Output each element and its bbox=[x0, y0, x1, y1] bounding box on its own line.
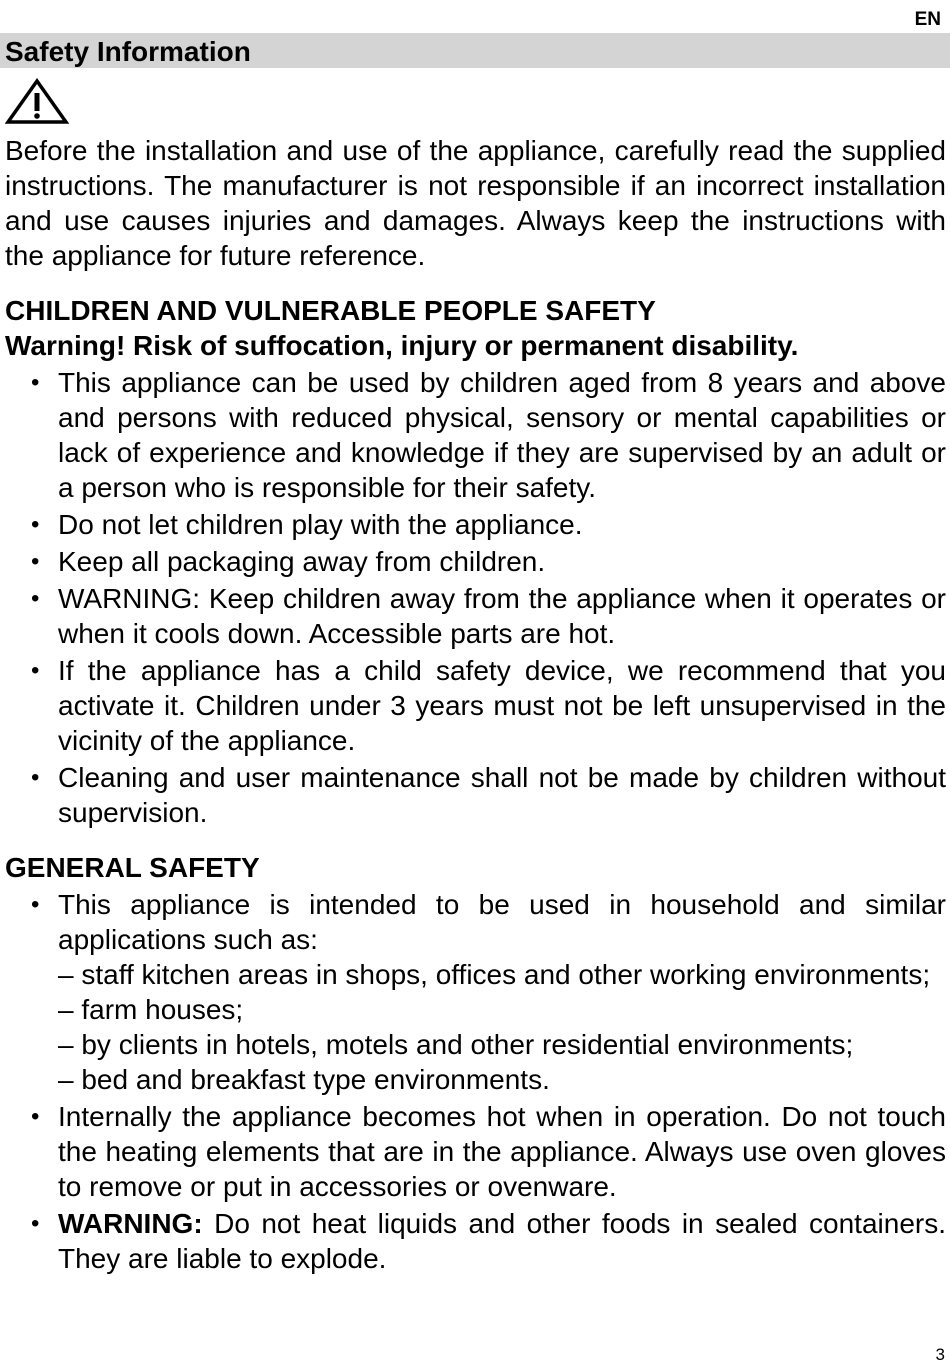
list-item bbox=[5, 887, 946, 1097]
list-item: • Internally the appliance becomes hot when in operation. Do not touch the heating elements that are in the appliance. Always use oven gloves to remove or put in accessories or ovenware. bbox=[5, 1099, 946, 1204]
list-item: • If the appliance has a child safety device, we recommend that you activate it. Children under 3 years must not be left unsupervised in the vicinity of the appliance. bbox=[5, 653, 946, 758]
list-item: • Do not let children play with the appliance. bbox=[5, 507, 946, 542]
language-code: EN bbox=[914, 9, 941, 30]
list-item-text: Do not heat liquids and other foods in sealed containers. They are liable to explode. bbox=[58, 1208, 946, 1274]
children-safety-list bbox=[5, 365, 946, 830]
sub-item: – bed and breakfast type environments. bbox=[58, 1064, 550, 1095]
list-item-text: This appliance is intended to be used in household and similar applications such as: bbox=[58, 889, 946, 955]
document-body bbox=[5, 133, 946, 1276]
children-warning: Warning! Risk of suffocation, injury or permanent disability. bbox=[5, 330, 799, 361]
section-title-bar bbox=[0, 33, 950, 68]
list-item: • Cleaning and user maintenance shall not be made by children without supervision. bbox=[5, 760, 946, 830]
warning-label: WARNING: bbox=[58, 1208, 203, 1239]
list-item: • Keep all packaging away from children. bbox=[5, 544, 946, 579]
sub-item: – farm houses; bbox=[58, 994, 244, 1025]
list-item bbox=[5, 1206, 946, 1276]
list-item: • This appliance can be used by children aged from 8 years and above and persons with reduced physical, sensory or mental capabilities or lack of experience and knowledge if they are supervised by an adult or a person who is responsible for their safety. bbox=[5, 365, 946, 505]
children-safety-heading: CHILDREN AND VULNERABLE PEOPLE SAFETY bbox=[5, 295, 656, 326]
list-item: • WARNING: Keep children away from the appliance when it operates or when it cools down. Accessible parts are hot. bbox=[5, 581, 946, 651]
page-number: 3 bbox=[935, 1345, 945, 1364]
intro-paragraph: Before the installation and use of the appliance, carefully read the supplied instructions. The manufacturer is not responsible if an incorrect installation and use causes injuries and damages. Always keep the instructions with the appliance for future reference. bbox=[5, 135, 946, 271]
sub-item: – by clients in hotels, motels and other residential environments; bbox=[58, 1029, 854, 1060]
general-safety-list bbox=[5, 887, 946, 1276]
general-safety-heading: GENERAL SAFETY bbox=[5, 852, 260, 883]
warning-triangle-icon bbox=[5, 78, 69, 126]
sub-item: – staff kitchen areas in shops, offices and other working environments; bbox=[58, 959, 931, 990]
section-title: Safety Information bbox=[5, 36, 251, 67]
